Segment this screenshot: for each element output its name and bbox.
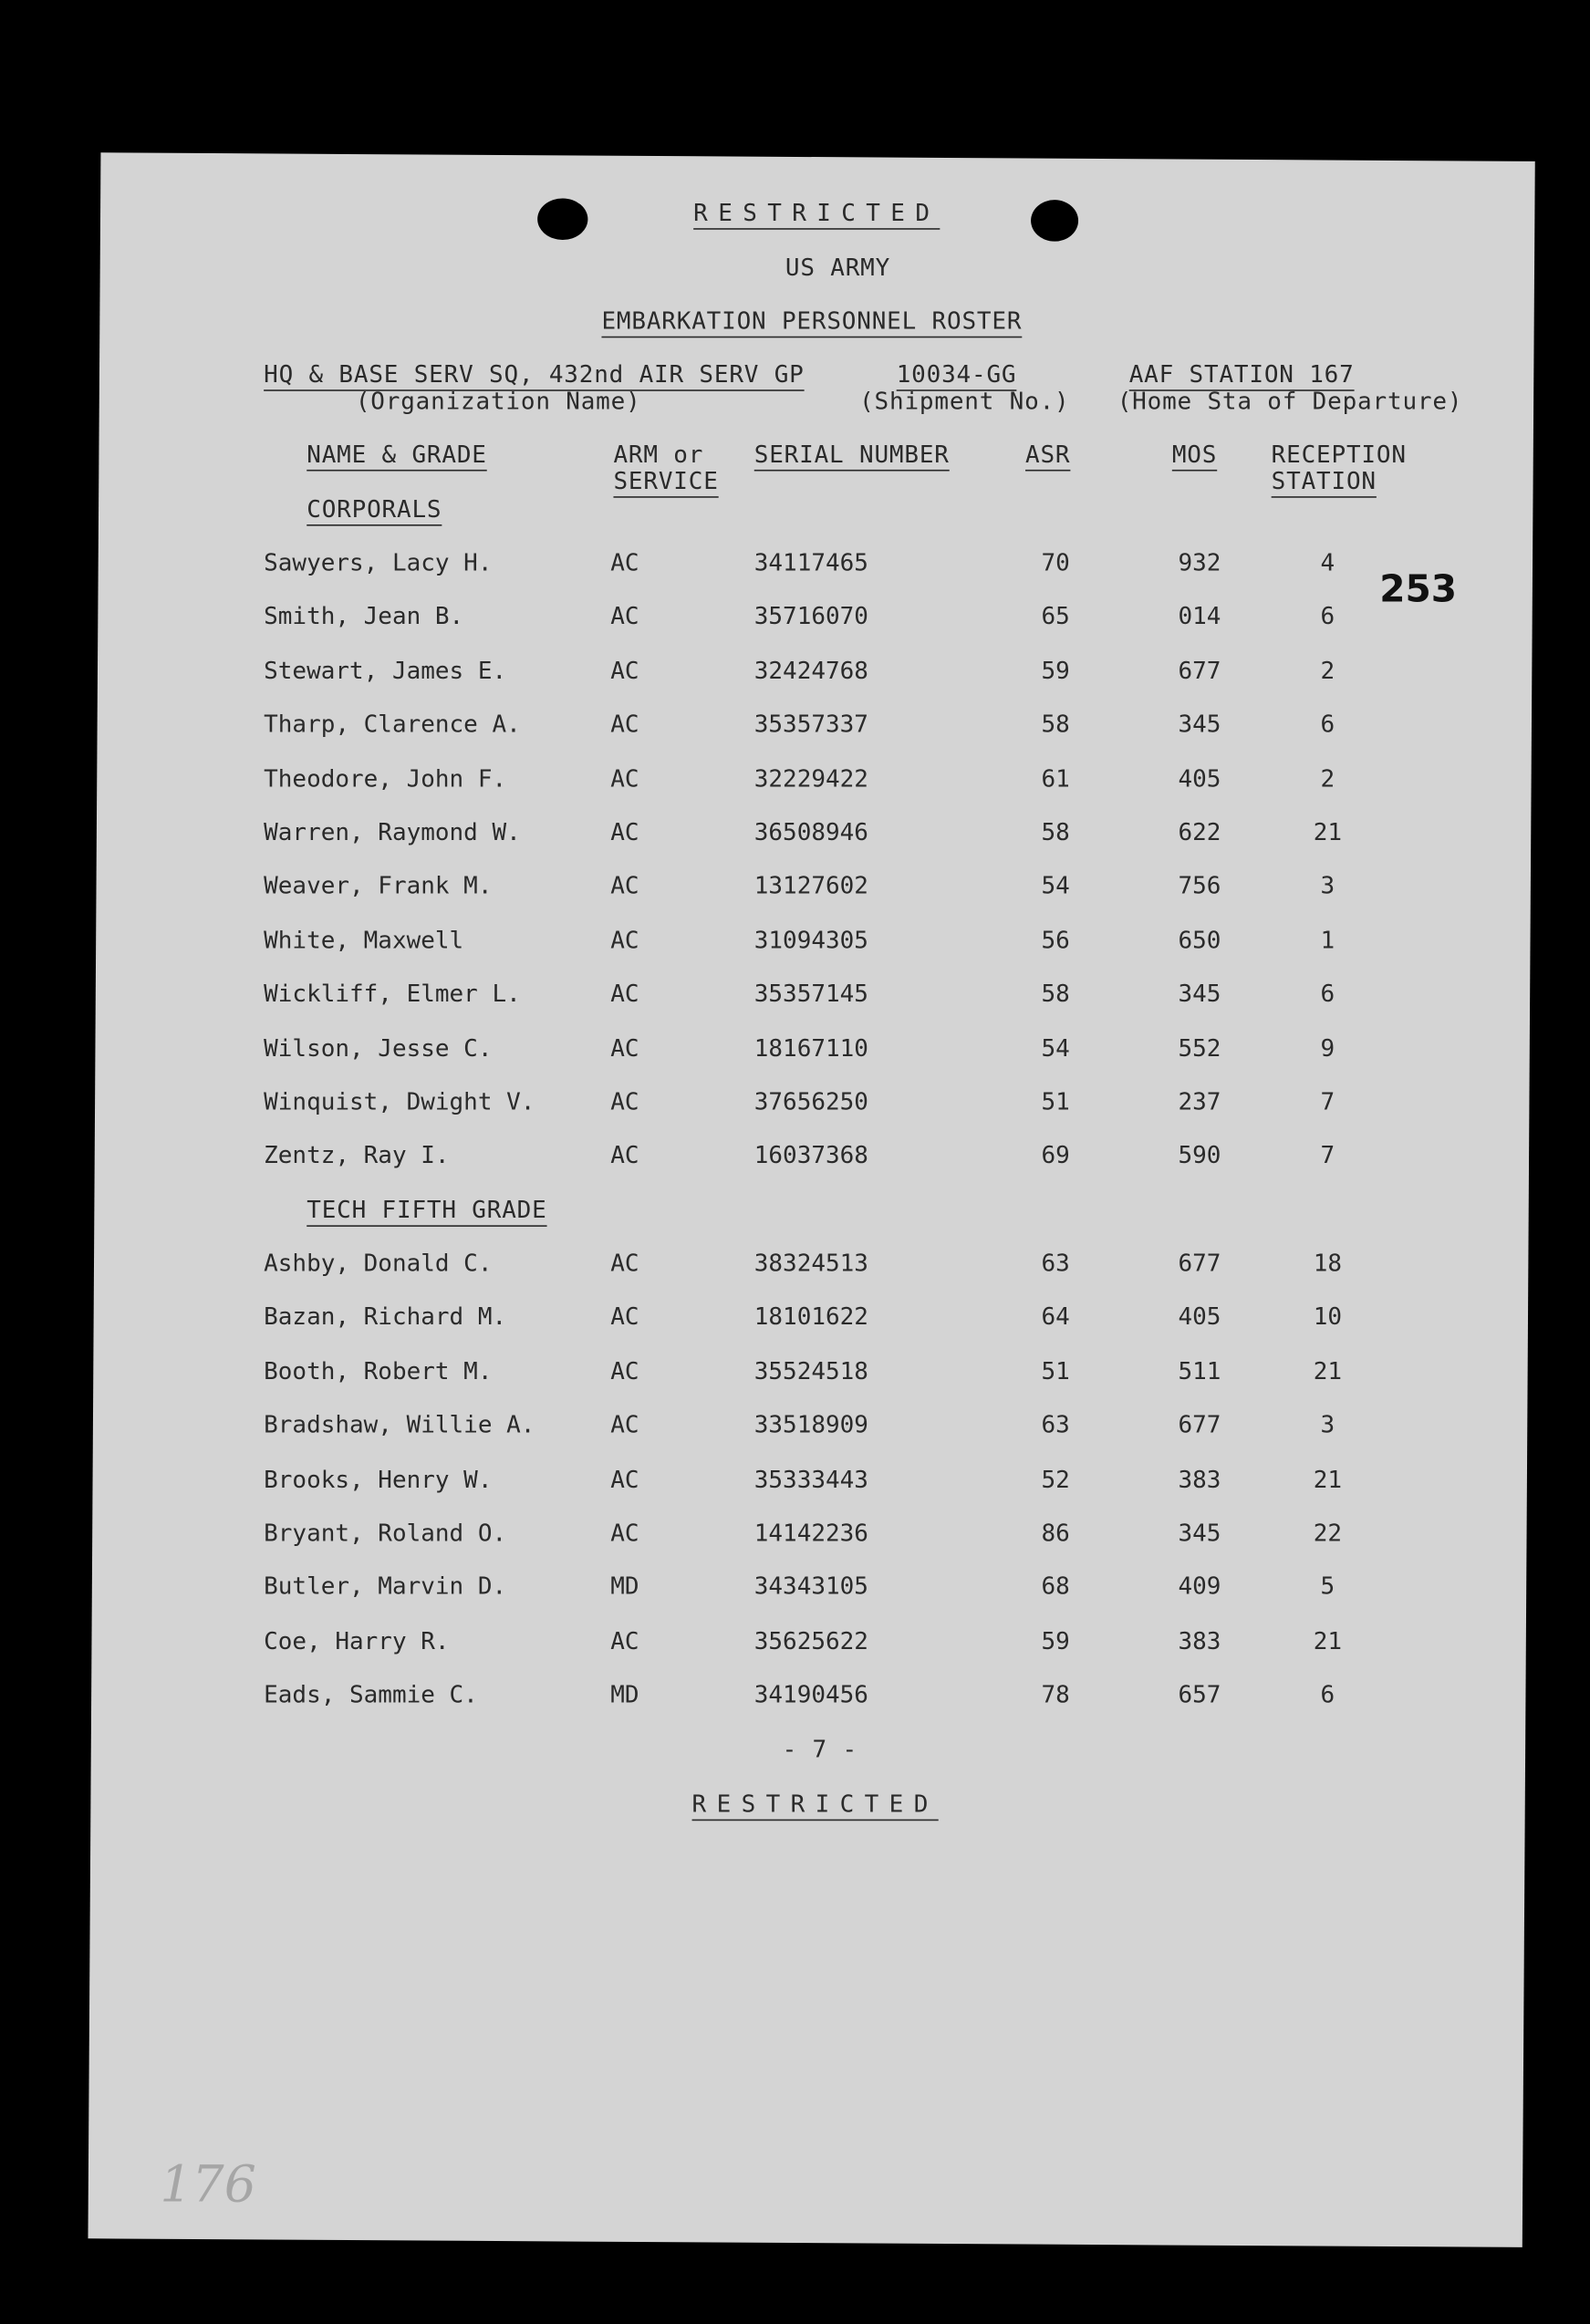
arm-or-service: AC: [610, 710, 639, 739]
mos-code: 409: [1178, 1572, 1221, 1601]
asr-score: 54: [1041, 871, 1070, 900]
arm-or-service: AC: [610, 1356, 639, 1385]
reception-station: 4: [1320, 547, 1335, 576]
mos-code: 677: [1178, 1249, 1221, 1278]
mos-code: 383: [1178, 1626, 1221, 1655]
arm-or-service: AC: [610, 1518, 639, 1547]
serial-number: 16037368: [753, 1141, 868, 1170]
soldier-name: Bradshaw, Willie A.: [264, 1410, 535, 1439]
asr-score: 51: [1041, 1356, 1070, 1385]
stamp-number: 253: [1379, 567, 1457, 611]
asr-score: 58: [1041, 979, 1070, 1008]
reception-station: 3: [1320, 871, 1335, 900]
table-row: [0, 710, 1590, 745]
soldier-name: Butler, Marvin D.: [264, 1572, 507, 1601]
reception-station: 18: [1313, 1249, 1343, 1278]
mos-code: 345: [1178, 1518, 1221, 1547]
reception-station: 6: [1320, 979, 1335, 1008]
col-asr: ASR: [1025, 440, 1071, 469]
arm-or-service: AC: [610, 1464, 639, 1493]
table-row: [0, 1302, 1590, 1338]
arm-or-service: AC: [610, 1087, 639, 1116]
arm-or-service: AC: [610, 602, 639, 630]
mos-code: 014: [1178, 602, 1221, 630]
roster-title: EMBARKATION PERSONNEL ROSTER: [601, 306, 1023, 336]
mos-code: 677: [1178, 1410, 1221, 1439]
arm-or-service: AC: [610, 871, 639, 900]
reception-station: 2: [1320, 763, 1335, 793]
reception-station: 7: [1320, 1087, 1335, 1116]
table-row: [0, 872, 1590, 908]
serial-number: 34343105: [753, 1572, 868, 1601]
asr-score: 70: [1041, 547, 1070, 576]
soldier-name: Sawyers, Lacy H.: [264, 547, 493, 576]
asr-score: 68: [1041, 1572, 1070, 1601]
serial-number: 34117465: [753, 547, 868, 576]
arm-or-service: AC: [610, 547, 639, 576]
organization-name: HQ & BASE SERV SQ, 432nd AIR SERV GP: [264, 359, 805, 389]
soldier-name: Wilson, Jesse C.: [264, 1033, 493, 1062]
mos-code: 590: [1178, 1141, 1221, 1170]
col-serial: SERIAL NUMBER: [753, 440, 950, 469]
col-mos: MOS: [1171, 440, 1218, 469]
asr-score: 61: [1041, 763, 1070, 793]
col-name-grade: NAME & GRADE: [307, 440, 487, 469]
table-row: [0, 818, 1590, 854]
reception-station: 1: [1320, 925, 1335, 954]
mos-code: 932: [1178, 547, 1221, 576]
mos-code: 552: [1178, 1033, 1221, 1062]
serial-number: 38324513: [753, 1249, 868, 1278]
serial-number: 18101622: [753, 1302, 868, 1332]
table-row: [0, 763, 1590, 799]
table-row: [0, 602, 1590, 638]
page-number: - 7 -: [782, 1735, 857, 1763]
asr-score: 65: [1041, 602, 1070, 630]
mos-code: 345: [1178, 979, 1221, 1008]
serial-number: 37656250: [753, 1087, 868, 1116]
table-row: [0, 1249, 1590, 1284]
arm-or-service: AC: [610, 763, 639, 793]
serial-number: 14142236: [753, 1518, 868, 1547]
serial-number: 35357337: [753, 710, 868, 739]
reception-station: 6: [1320, 1680, 1335, 1709]
reception-station: 10: [1313, 1302, 1343, 1332]
table-row: [0, 1141, 1590, 1177]
arm-or-service: AC: [610, 1249, 639, 1278]
asr-score: 86: [1041, 1518, 1070, 1547]
serial-number: 35625622: [753, 1626, 868, 1655]
reception-station: 22: [1313, 1518, 1343, 1547]
arm-or-service: AC: [610, 925, 639, 954]
table-row: [0, 1519, 1590, 1554]
restricted-header: RESTRICTED: [693, 198, 940, 227]
soldier-name: Warren, Raymond W.: [264, 817, 521, 846]
table-row: [0, 1680, 1590, 1716]
table-row: [0, 656, 1590, 691]
table-row: [0, 1357, 1590, 1393]
asr-score: 52: [1041, 1464, 1070, 1493]
soldier-name: Booth, Robert M.: [264, 1356, 493, 1385]
soldier-name: Ashby, Donald C.: [264, 1249, 493, 1278]
table-row: [0, 548, 1590, 584]
mos-code: 756: [1178, 871, 1221, 900]
mos-code: 677: [1178, 656, 1221, 685]
reception-station: 2: [1320, 656, 1335, 685]
mos-code: 650: [1178, 925, 1221, 954]
col-reception-line2: STATION: [1271, 466, 1377, 495]
home-station: AAF STATION 167: [1128, 359, 1355, 389]
reception-station: 21: [1313, 1626, 1343, 1655]
serial-number: 34190456: [753, 1680, 868, 1709]
soldier-name: Winquist, Dwight V.: [264, 1087, 535, 1116]
soldier-name: White, Maxwell: [264, 925, 464, 954]
arm-or-service: MD: [610, 1572, 639, 1601]
asr-score: 78: [1041, 1680, 1070, 1709]
table-row: [0, 1465, 1590, 1500]
home-station-label: (Home Sta of Departure): [1117, 386, 1463, 415]
serial-number: 35333443: [753, 1464, 868, 1493]
soldier-name: Bryant, Roland O.: [264, 1518, 507, 1547]
arm-or-service: AC: [610, 1033, 639, 1062]
soldier-name: Wickliff, Elmer L.: [264, 979, 521, 1008]
arm-or-service: AC: [610, 1302, 639, 1332]
arm-or-service: AC: [610, 817, 639, 846]
reception-station: 21: [1313, 1464, 1343, 1493]
army-label: US ARMY: [785, 253, 891, 282]
arm-or-service: AC: [610, 1626, 639, 1655]
serial-number: 36508946: [753, 817, 868, 846]
mos-code: 657: [1178, 1680, 1221, 1709]
reception-station: 21: [1313, 1356, 1343, 1385]
soldier-name: Stewart, James E.: [264, 656, 507, 685]
col-reception-line1: RECEPTION: [1271, 440, 1407, 469]
col-arm-line1: ARM or: [613, 440, 704, 469]
soldier-name: Coe, Harry R.: [264, 1626, 450, 1655]
section-grade-corporals: CORPORALS: [307, 494, 442, 524]
col-arm-line2: SERVICE: [613, 466, 719, 495]
serial-number: 32229422: [753, 763, 868, 793]
reception-station: 5: [1320, 1572, 1335, 1601]
asr-score: 59: [1041, 656, 1070, 685]
soldier-name: Tharp, Clarence A.: [264, 710, 521, 739]
soldier-name: Brooks, Henry W.: [264, 1464, 493, 1493]
organization-label: (Organization Name): [355, 386, 641, 415]
reception-station: 3: [1320, 1410, 1335, 1439]
asr-score: 69: [1041, 1141, 1070, 1170]
asr-score: 63: [1041, 1249, 1070, 1278]
serial-number: 32424768: [753, 656, 868, 685]
asr-score: 58: [1041, 817, 1070, 846]
reception-station: 6: [1320, 710, 1335, 739]
asr-score: 64: [1041, 1302, 1070, 1332]
soldier-name: Zentz, Ray I.: [264, 1141, 450, 1170]
reception-station: 9: [1320, 1033, 1335, 1062]
handwritten-page-note: 176: [160, 2155, 256, 2215]
serial-number: 13127602: [753, 871, 868, 900]
soldier-name: Theodore, John F.: [264, 763, 507, 793]
table-row: [0, 1087, 1590, 1123]
reception-station: 7: [1320, 1141, 1335, 1170]
mos-code: 237: [1178, 1087, 1221, 1116]
soldier-name: Bazan, Richard M.: [264, 1302, 507, 1332]
soldier-name: Eads, Sammie C.: [264, 1680, 478, 1709]
table-row: [0, 926, 1590, 961]
shipment-number: 10034-GG: [896, 359, 1017, 389]
table-row: [0, 980, 1590, 1015]
asr-score: 59: [1041, 1626, 1070, 1655]
reception-station: 21: [1313, 817, 1343, 846]
asr-score: 58: [1041, 710, 1070, 739]
soldier-name: Smith, Jean B.: [264, 602, 464, 630]
serial-number: 18167110: [753, 1033, 868, 1062]
table-row: [0, 1411, 1590, 1447]
table-row: [0, 1626, 1590, 1662]
asr-score: 63: [1041, 1410, 1070, 1439]
mos-code: 511: [1178, 1356, 1221, 1385]
arm-or-service: AC: [610, 1410, 639, 1439]
mos-code: 622: [1178, 817, 1221, 846]
serial-number: 35716070: [753, 602, 868, 630]
arm-or-service: AC: [610, 1141, 639, 1170]
asr-score: 56: [1041, 925, 1070, 954]
serial-number: 35524518: [753, 1356, 868, 1385]
serial-number: 31094305: [753, 925, 868, 954]
arm-or-service: AC: [610, 979, 639, 1008]
mos-code: 383: [1178, 1464, 1221, 1493]
soldier-name: Weaver, Frank M.: [264, 871, 493, 900]
table-row: [0, 1572, 1590, 1608]
arm-or-service: AC: [610, 656, 639, 685]
asr-score: 51: [1041, 1087, 1070, 1116]
mos-code: 405: [1178, 1302, 1221, 1332]
mos-code: 405: [1178, 763, 1221, 793]
mos-code: 345: [1178, 710, 1221, 739]
serial-number: 35357145: [753, 979, 868, 1008]
restricted-footer: RESTRICTED: [691, 1790, 939, 1819]
table-row: [0, 1033, 1590, 1069]
arm-or-service: MD: [610, 1680, 639, 1709]
serial-number: 33518909: [753, 1410, 868, 1439]
section-grade-tech-fifth: TECH FIFTH GRADE: [307, 1195, 547, 1224]
shipment-label: (Shipment No.): [859, 386, 1070, 415]
asr-score: 54: [1041, 1033, 1070, 1062]
reception-station: 6: [1320, 602, 1335, 630]
